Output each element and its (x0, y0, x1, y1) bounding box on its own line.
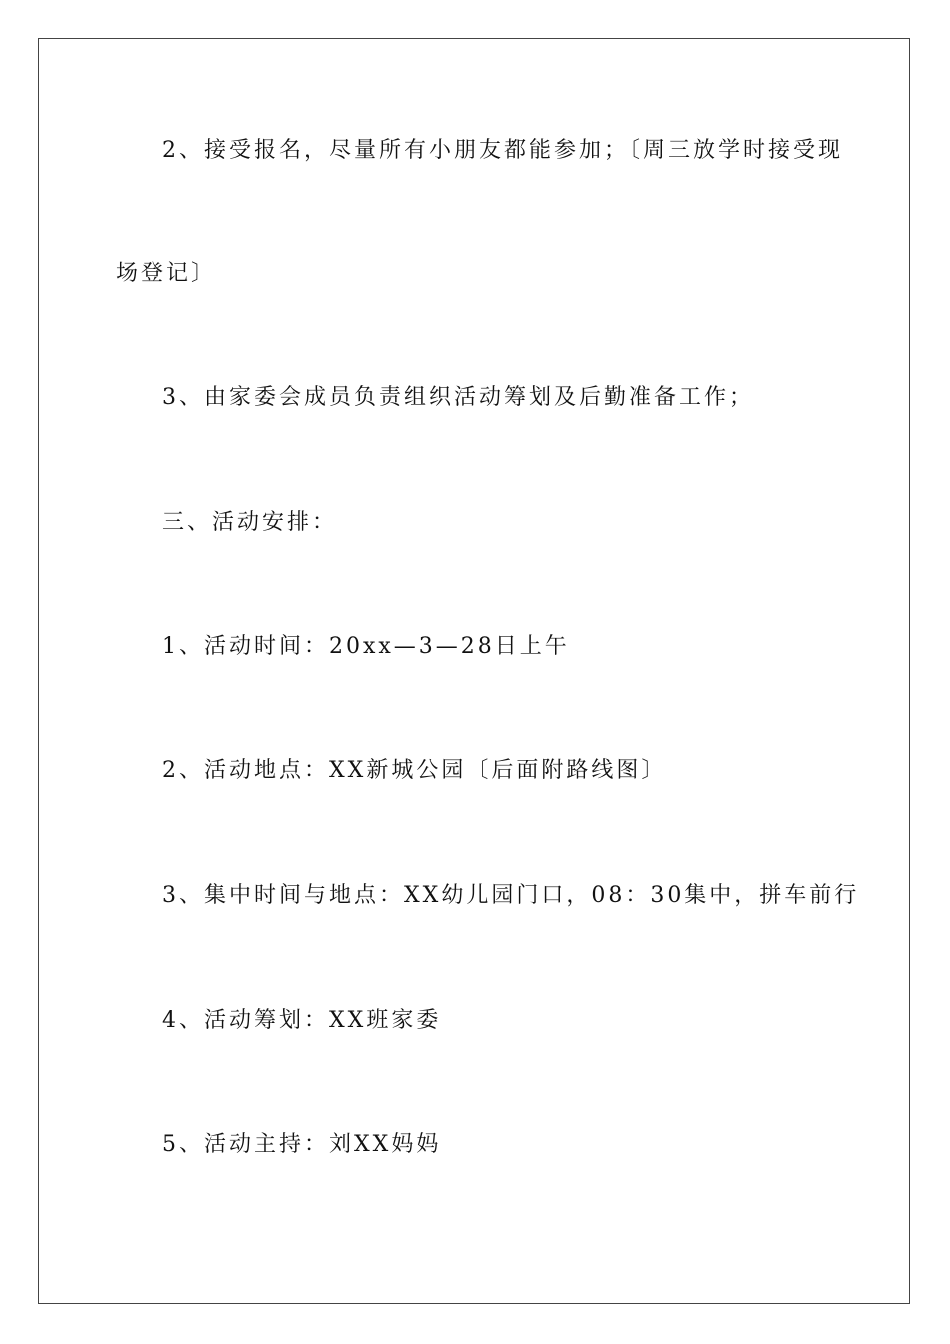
assembly-time-location-line: 3、集中时间与地点：XX幼儿园门口，08：30集中，拼车前行 (162, 883, 860, 908)
section-heading-arrangement: 三、活动安排： (162, 510, 338, 535)
registration-line: 2、接受报名，尽量所有小朋友都能参加；〔周三放学时接受现 (162, 138, 843, 163)
activity-host-line: 5、活动主持：刘XX妈妈 (162, 1132, 442, 1157)
registration-line-continued: 场登记〕 (116, 261, 217, 286)
committee-line: 3、由家委会成员负责组织活动筹划及后勤准备工作； (162, 385, 754, 410)
page-border (38, 38, 910, 1304)
activity-planning-line: 4、活动筹划：XX班家委 (162, 1008, 442, 1033)
activity-time-line: 1、活动时间：20xx—3—28日上午 (162, 634, 570, 659)
activity-location-line: 2、活动地点：XX新城公园〔后面附路线图〕 (162, 758, 667, 783)
